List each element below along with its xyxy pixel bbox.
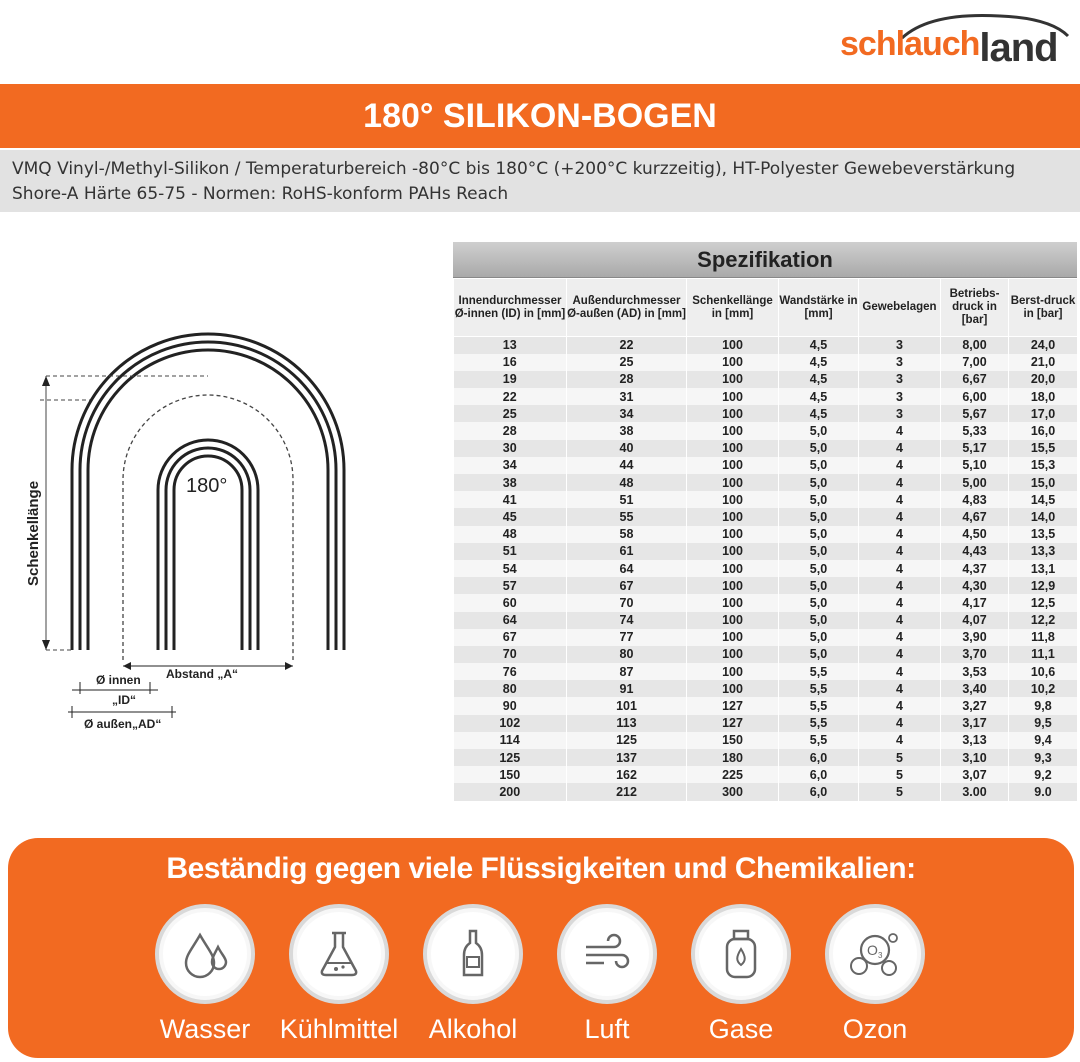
table-cell: 225 (687, 766, 779, 783)
resistance-panel (8, 838, 1074, 1058)
table-cell: 25 (454, 405, 567, 422)
table-cell: 100 (687, 680, 779, 697)
table-cell: 300 (687, 783, 779, 800)
table-cell: 4,07 (941, 612, 1009, 629)
table-row (454, 697, 1078, 714)
distance-label: Abstand „A“ (166, 667, 238, 681)
table-cell: 5,5 (779, 663, 859, 680)
brand-logo (840, 10, 1072, 72)
table-cell: 15,5 (1009, 440, 1078, 457)
table-cell: 100 (687, 405, 779, 422)
table-cell: 3,07 (941, 766, 1009, 783)
ozone-icon (825, 904, 925, 1004)
table-row (454, 337, 1078, 354)
table-cell: 4 (859, 543, 941, 560)
table-cell: 100 (687, 457, 779, 474)
table-cell: 91 (567, 680, 687, 697)
table-cell: 150 (687, 732, 779, 749)
table-cell: 9.0 (1009, 783, 1078, 800)
table-cell: 20,0 (1009, 371, 1078, 388)
table-row (454, 457, 1078, 474)
description-line-1: VMQ Vinyl-/Methyl-Silikon / Temperaturbereich -80°C bis 180°C (+200°C kurzzeitig), HT-Polyester Gewebeverstärkung (12, 159, 1016, 179)
table-cell: 5 (859, 749, 941, 766)
table-cell: 100 (687, 440, 779, 457)
table-cell: 10,2 (1009, 680, 1078, 697)
table-cell: 45 (454, 508, 567, 525)
resistance-item-air (542, 904, 672, 1045)
table-cell: 38 (567, 422, 687, 439)
table-cell: 100 (687, 491, 779, 508)
table-cell: 5,0 (779, 543, 859, 560)
brand-name-part1: schlauch (840, 25, 980, 63)
table-cell: 6,0 (779, 766, 859, 783)
table-cell: 200 (454, 783, 567, 800)
table-cell: 5,0 (779, 474, 859, 491)
table-cell: 9,8 (1009, 697, 1078, 714)
table-cell: 24,0 (1009, 337, 1078, 354)
page-title: 180° SILIKON-BOGEN (363, 96, 717, 135)
table-row (454, 715, 1078, 732)
table-cell: 30 (454, 440, 567, 457)
table-cell: 57 (454, 577, 567, 594)
table-cell: 76 (454, 663, 567, 680)
resistance-label-alcohol: Alkohol (428, 1014, 518, 1044)
table-cell: 74 (567, 612, 687, 629)
table-row (454, 405, 1078, 422)
table-cell: 34 (454, 457, 567, 474)
table-cell: 12,2 (1009, 612, 1078, 629)
table-cell: 70 (567, 594, 687, 611)
table-cell: 100 (687, 526, 779, 543)
table-cell: 9,5 (1009, 715, 1078, 732)
table-cell: 4 (859, 715, 941, 732)
table-cell: 51 (567, 491, 687, 508)
table-cell: 4 (859, 457, 941, 474)
resistance-item-ozone (810, 904, 940, 1045)
table-row (454, 629, 1078, 646)
table-cell: 6,0 (779, 749, 859, 766)
table-cell: 4 (859, 612, 941, 629)
table-cell: 5 (859, 766, 941, 783)
table-cell: 58 (567, 526, 687, 543)
table-row (454, 749, 1078, 766)
table-cell: 100 (687, 663, 779, 680)
bend-diagram (0, 330, 440, 750)
table-row (454, 646, 1078, 663)
table-cell: 64 (454, 612, 567, 629)
table-cell: 21,0 (1009, 354, 1078, 371)
table-cell: 162 (567, 766, 687, 783)
table-cell: 15,3 (1009, 457, 1078, 474)
table-row (454, 783, 1078, 800)
table-cell: 5,0 (779, 612, 859, 629)
table-cell: 4 (859, 594, 941, 611)
table-cell: 5 (859, 783, 941, 800)
table-cell: 28 (567, 371, 687, 388)
table-cell: 80 (454, 680, 567, 697)
table-cell: 4 (859, 646, 941, 663)
table-cell: 100 (687, 629, 779, 646)
table-cell: 4 (859, 697, 941, 714)
table-cell: 100 (687, 646, 779, 663)
table-cell: 22 (567, 337, 687, 354)
inner-diameter-code: „ID“ (112, 693, 136, 707)
table-cell: 127 (687, 697, 779, 714)
table-row (454, 388, 1078, 405)
table-row (454, 354, 1078, 371)
table-cell: 3 (859, 354, 941, 371)
table-cell: 9,4 (1009, 732, 1078, 749)
resistance-label-ozone: Ozon (842, 1014, 908, 1044)
table-cell: 5,00 (941, 474, 1009, 491)
spec-column-header: Innendurchmesser Ø-innen (ID) in [mm] (454, 279, 567, 337)
table-cell: 11,1 (1009, 646, 1078, 663)
table-cell: 4,5 (779, 388, 859, 405)
table-cell: 4 (859, 422, 941, 439)
table-cell: 100 (687, 508, 779, 525)
table-cell: 4,5 (779, 405, 859, 422)
bottle-icon (423, 904, 523, 1004)
table-cell: 31 (567, 388, 687, 405)
table-cell: 100 (687, 594, 779, 611)
table-cell: 3,10 (941, 749, 1009, 766)
leg-length-label: Schenkellänge (25, 480, 42, 586)
table-cell: 3,70 (941, 646, 1009, 663)
table-row (454, 491, 1078, 508)
table-cell: 13 (454, 337, 567, 354)
table-cell: 5,67 (941, 405, 1009, 422)
table-cell: 60 (454, 594, 567, 611)
table-cell: 100 (687, 577, 779, 594)
table-row (454, 732, 1078, 749)
table-cell: 5,5 (779, 715, 859, 732)
flask-icon (289, 904, 389, 1004)
table-cell: 5,5 (779, 680, 859, 697)
table-cell: 54 (454, 560, 567, 577)
table-cell: 28 (454, 422, 567, 439)
table-cell: 3,17 (941, 715, 1009, 732)
table-cell: 100 (687, 422, 779, 439)
table-cell: 125 (567, 732, 687, 749)
table-cell: 40 (567, 440, 687, 457)
spec-column-header: Berst-druck in [bar] (1009, 279, 1078, 337)
table-cell: 48 (454, 526, 567, 543)
table-row (454, 526, 1078, 543)
table-cell: 4,83 (941, 491, 1009, 508)
table-cell: 4 (859, 629, 941, 646)
table-cell: 5,10 (941, 457, 1009, 474)
table-cell: 4,5 (779, 371, 859, 388)
table-cell: 5,0 (779, 629, 859, 646)
table-cell: 9,2 (1009, 766, 1078, 783)
table-cell: 4 (859, 560, 941, 577)
table-cell: 4 (859, 663, 941, 680)
table-cell: 100 (687, 560, 779, 577)
table-cell: 14,5 (1009, 491, 1078, 508)
title-banner (0, 84, 1080, 148)
table-cell: 13,5 (1009, 526, 1078, 543)
brand-name-part2: land (979, 26, 1058, 70)
resistance-item-gas (676, 904, 806, 1045)
table-cell: 5,5 (779, 732, 859, 749)
table-cell: 15,0 (1009, 474, 1078, 491)
table-cell: 4 (859, 491, 941, 508)
table-cell: 4 (859, 577, 941, 594)
table-cell: 5,0 (779, 457, 859, 474)
table-cell: 4,5 (779, 354, 859, 371)
spec-heading: Spezifikation (453, 242, 1077, 278)
table-cell: 4 (859, 440, 941, 457)
table-cell: 80 (567, 646, 687, 663)
table-cell: 100 (687, 388, 779, 405)
table-cell: 113 (567, 715, 687, 732)
table-cell: 67 (454, 629, 567, 646)
table-cell: 5,33 (941, 422, 1009, 439)
table-cell: 8,00 (941, 337, 1009, 354)
table-cell: 12,9 (1009, 577, 1078, 594)
table-cell: 100 (687, 543, 779, 560)
table-cell: 11,8 (1009, 629, 1078, 646)
table-cell: 180 (687, 749, 779, 766)
table-cell: 114 (454, 732, 567, 749)
table-cell: 3.00 (941, 783, 1009, 800)
spec-column-header: Außendurchmesser Ø-außen (AD) in [mm] (567, 279, 687, 337)
table-cell: 3 (859, 405, 941, 422)
table-cell: 3 (859, 388, 941, 405)
table-cell: 102 (454, 715, 567, 732)
table-row (454, 594, 1078, 611)
table-cell: 5,17 (941, 440, 1009, 457)
table-cell: 137 (567, 749, 687, 766)
table-cell: 70 (454, 646, 567, 663)
angle-label: 180° (186, 475, 228, 497)
spec-body (454, 337, 1078, 801)
table-cell: 3,27 (941, 697, 1009, 714)
table-cell: 100 (687, 612, 779, 629)
table-cell: 100 (687, 371, 779, 388)
table-cell: 6,0 (779, 783, 859, 800)
table-row (454, 766, 1078, 783)
table-cell: 12,5 (1009, 594, 1078, 611)
wind-icon (557, 904, 657, 1004)
table-cell: 41 (454, 491, 567, 508)
spec-column-header: Betriebs-druck in [bar] (941, 279, 1009, 337)
description-line-2: Shore-A Härte 65-75 - Normen: RoHS-konform PAHs Reach (12, 184, 509, 204)
resistance-item-water (140, 904, 270, 1045)
table-cell: 5,0 (779, 560, 859, 577)
svg-text:O: O (867, 942, 878, 958)
resistance-title: Beständig gegen viele Flüssigkeiten und Chemikalien: (166, 852, 916, 885)
spec-column-header: Schenkellänge in [mm] (687, 279, 779, 337)
table-row (454, 612, 1078, 629)
resistance-label-gas: Gase (708, 1014, 774, 1044)
table-cell: 4 (859, 474, 941, 491)
spec-column-header: Gewebelagen (859, 279, 941, 337)
table-row (454, 440, 1078, 457)
table-cell: 4,37 (941, 560, 1009, 577)
outer-diameter-label: Ø außen„AD“ (84, 717, 162, 731)
table-cell: 3,40 (941, 680, 1009, 697)
table-cell: 7,00 (941, 354, 1009, 371)
table-cell: 5,0 (779, 440, 859, 457)
gas-cylinder-icon (691, 904, 791, 1004)
table-cell: 19 (454, 371, 567, 388)
table-cell: 17,0 (1009, 405, 1078, 422)
table-cell: 51 (454, 543, 567, 560)
table-cell: 4,17 (941, 594, 1009, 611)
table-cell: 6,00 (941, 388, 1009, 405)
table-row (454, 474, 1078, 491)
table-cell: 4 (859, 526, 941, 543)
water-drops-icon (155, 904, 255, 1004)
table-row (454, 663, 1078, 680)
table-cell: 22 (454, 388, 567, 405)
table-cell: 13,3 (1009, 543, 1078, 560)
table-cell: 4,50 (941, 526, 1009, 543)
table-cell: 61 (567, 543, 687, 560)
table-cell: 3,13 (941, 732, 1009, 749)
inner-diameter-label: Ø innen (96, 673, 141, 687)
table-row (454, 508, 1078, 525)
table-cell: 4 (859, 680, 941, 697)
spec-grid (453, 278, 1078, 801)
table-cell: 100 (687, 354, 779, 371)
table-cell: 5,5 (779, 697, 859, 714)
table-cell: 48 (567, 474, 687, 491)
resistance-label-air: Luft (584, 1014, 630, 1044)
table-row (454, 680, 1078, 697)
material-description (0, 150, 1080, 212)
table-cell: 3,90 (941, 629, 1009, 646)
table-cell: 34 (567, 405, 687, 422)
table-cell: 3,53 (941, 663, 1009, 680)
table-cell: 18,0 (1009, 388, 1078, 405)
table-row (454, 577, 1078, 594)
table-cell: 100 (687, 337, 779, 354)
table-cell: 44 (567, 457, 687, 474)
table-cell: 64 (567, 560, 687, 577)
table-cell: 5,0 (779, 577, 859, 594)
table-cell: 13,1 (1009, 560, 1078, 577)
spec-header-row (454, 279, 1078, 337)
table-cell: 4 (859, 508, 941, 525)
table-cell: 10,6 (1009, 663, 1078, 680)
table-cell: 25 (567, 354, 687, 371)
table-cell: 38 (454, 474, 567, 491)
table-cell: 77 (567, 629, 687, 646)
table-cell: 5,0 (779, 422, 859, 439)
table-cell: 16,0 (1009, 422, 1078, 439)
table-cell: 14,0 (1009, 508, 1078, 525)
table-cell: 100 (687, 474, 779, 491)
table-cell: 87 (567, 663, 687, 680)
table-cell: 16 (454, 354, 567, 371)
table-cell: 127 (687, 715, 779, 732)
table-cell: 4 (859, 732, 941, 749)
resistance-item-coolant (274, 904, 404, 1045)
table-cell: 9,3 (1009, 749, 1078, 766)
table-cell: 3 (859, 337, 941, 354)
table-cell: 5,0 (779, 491, 859, 508)
table-cell: 55 (567, 508, 687, 525)
table-cell: 5,0 (779, 646, 859, 663)
spec-column-header: Wandstärke in [mm] (779, 279, 859, 337)
table-row (454, 560, 1078, 577)
resistance-label-water: Wasser (159, 1014, 251, 1044)
table-cell: 4,30 (941, 577, 1009, 594)
table-cell: 101 (567, 697, 687, 714)
table-row (454, 371, 1078, 388)
table-cell: 4,43 (941, 543, 1009, 560)
table-cell: 125 (454, 749, 567, 766)
table-cell: 5,0 (779, 594, 859, 611)
svg-text:3: 3 (878, 951, 883, 960)
table-cell: 90 (454, 697, 567, 714)
table-cell: 5,0 (779, 508, 859, 525)
table-row (454, 422, 1078, 439)
table-cell: 150 (454, 766, 567, 783)
specification-table (453, 242, 1077, 801)
resistance-label-coolant: Kühlmittel (279, 1014, 399, 1044)
table-cell: 3 (859, 371, 941, 388)
table-cell: 67 (567, 577, 687, 594)
table-cell: 212 (567, 783, 687, 800)
table-row (454, 543, 1078, 560)
table-cell: 4,5 (779, 337, 859, 354)
table-cell: 5,0 (779, 526, 859, 543)
resistance-item-alcohol (408, 904, 538, 1045)
table-cell: 6,67 (941, 371, 1009, 388)
table-cell: 4,67 (941, 508, 1009, 525)
